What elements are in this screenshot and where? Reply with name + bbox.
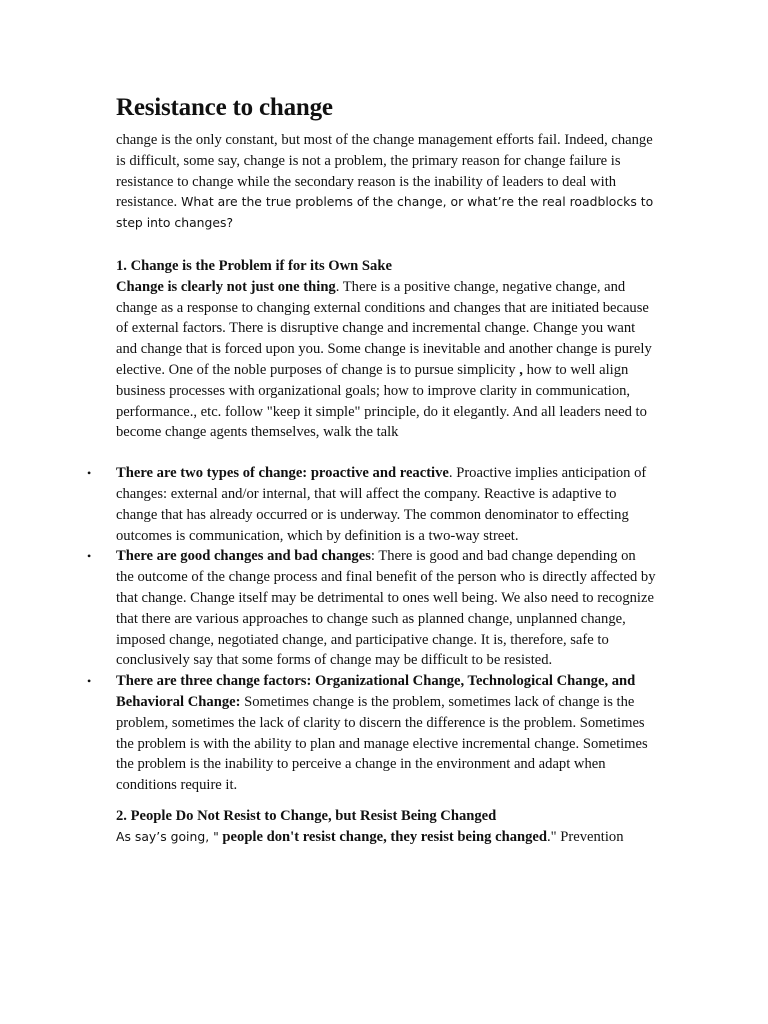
list-item-bold: There are good changes and bad changes bbox=[116, 548, 371, 565]
bullet-list bbox=[87, 463, 656, 796]
section-2-paragraph bbox=[116, 827, 656, 848]
bullet-icon: • bbox=[87, 466, 92, 481]
section-1-paragraph bbox=[116, 277, 656, 443]
section-1-bold-lead: Change is clearly not just one thing bbox=[116, 278, 336, 295]
list-item-bold: There are two types of change: proactive and reactive bbox=[116, 465, 449, 482]
list-item bbox=[87, 546, 656, 671]
section-2-text-end: ." Prevention bbox=[547, 828, 624, 845]
list-item-text: Sometimes change is the problem, sometimes lack of change is the problem, sometimes the lack of clarity to discern the difference is the problem. Sometimes the problem is with the ability to plan and manage elective incremental change. Sometimes the problem is the inability to perceive a change in the environment and adapt when conditions require it. bbox=[116, 693, 648, 794]
intro-serif-text: change is the only constant, but most of the change management efforts fail. Indeed, change is difficult, some say, change is not a problem, the primary reason for change failure is resistance to change while the secondary reason is the inability of leaders to deal with resistance. bbox=[116, 132, 653, 211]
section-2-sans-lead: As say’s going, " bbox=[116, 828, 219, 844]
section-2-heading: 2. People Do Not Resist to Change, but Resist Being Changed bbox=[116, 807, 497, 824]
list-item bbox=[87, 463, 656, 546]
section-1-heading: 1. Change is the Problem if for its Own Sake bbox=[116, 257, 392, 274]
list-item-text: : There is good and bad change depending on the outcome of the change process and final benefit of the person who is directly affected by that change. Change itself may be detrimental to ones well being. We also need to recognize that there are various approaches to change such as planned change, unplanned change, imposed change, negotiated change, and participative change. It is, therefore, safe to conclusively say that some forms of change may be difficult to be resisted. bbox=[116, 548, 656, 669]
list-item bbox=[87, 671, 656, 796]
list-item-bold: There are three change factors: Organizational Change, Technological Change, and Behavioral Change: bbox=[116, 673, 636, 710]
section-1-text-a: . There is a positive change, negative change, and change as a response to changing external conditions and changes that are initiated because of external factors. There is disruptive change and incremental change. Change you want and change that is forced upon you. Some change is inevitable and another change is purely elective. One of the noble purposes of change is to pursue simplicity bbox=[116, 278, 652, 378]
document-page bbox=[87, 92, 656, 848]
page-title: Resistance to change bbox=[116, 94, 333, 121]
intro-sans-text: What are the true problems of the change, or what’re the real roadblocks to step into changes? bbox=[116, 194, 654, 231]
bullet-icon: • bbox=[87, 674, 92, 689]
intro-paragraph bbox=[116, 130, 656, 234]
list-item-text: . Proactive implies anticipation of changes: external and/or internal, that will affect the company. Reactive is adaptive to change that has already occurred or is underway. The common denominator to effecting outcomes is communication, which by definition is a two-way street. bbox=[116, 465, 647, 544]
bullet-icon: • bbox=[87, 549, 92, 564]
section-1-text-b: how to well align business processes with organizational goals; how to improve clarity in communication, performance., etc. follow "keep it simple" principle, do it elegantly. And all leaders need to become change agents themselves, walk the talk bbox=[116, 361, 647, 441]
section-1-bold-comma: , bbox=[519, 361, 523, 378]
section-2-bold-quote: people don't resist change, they resist being changed bbox=[218, 828, 548, 845]
